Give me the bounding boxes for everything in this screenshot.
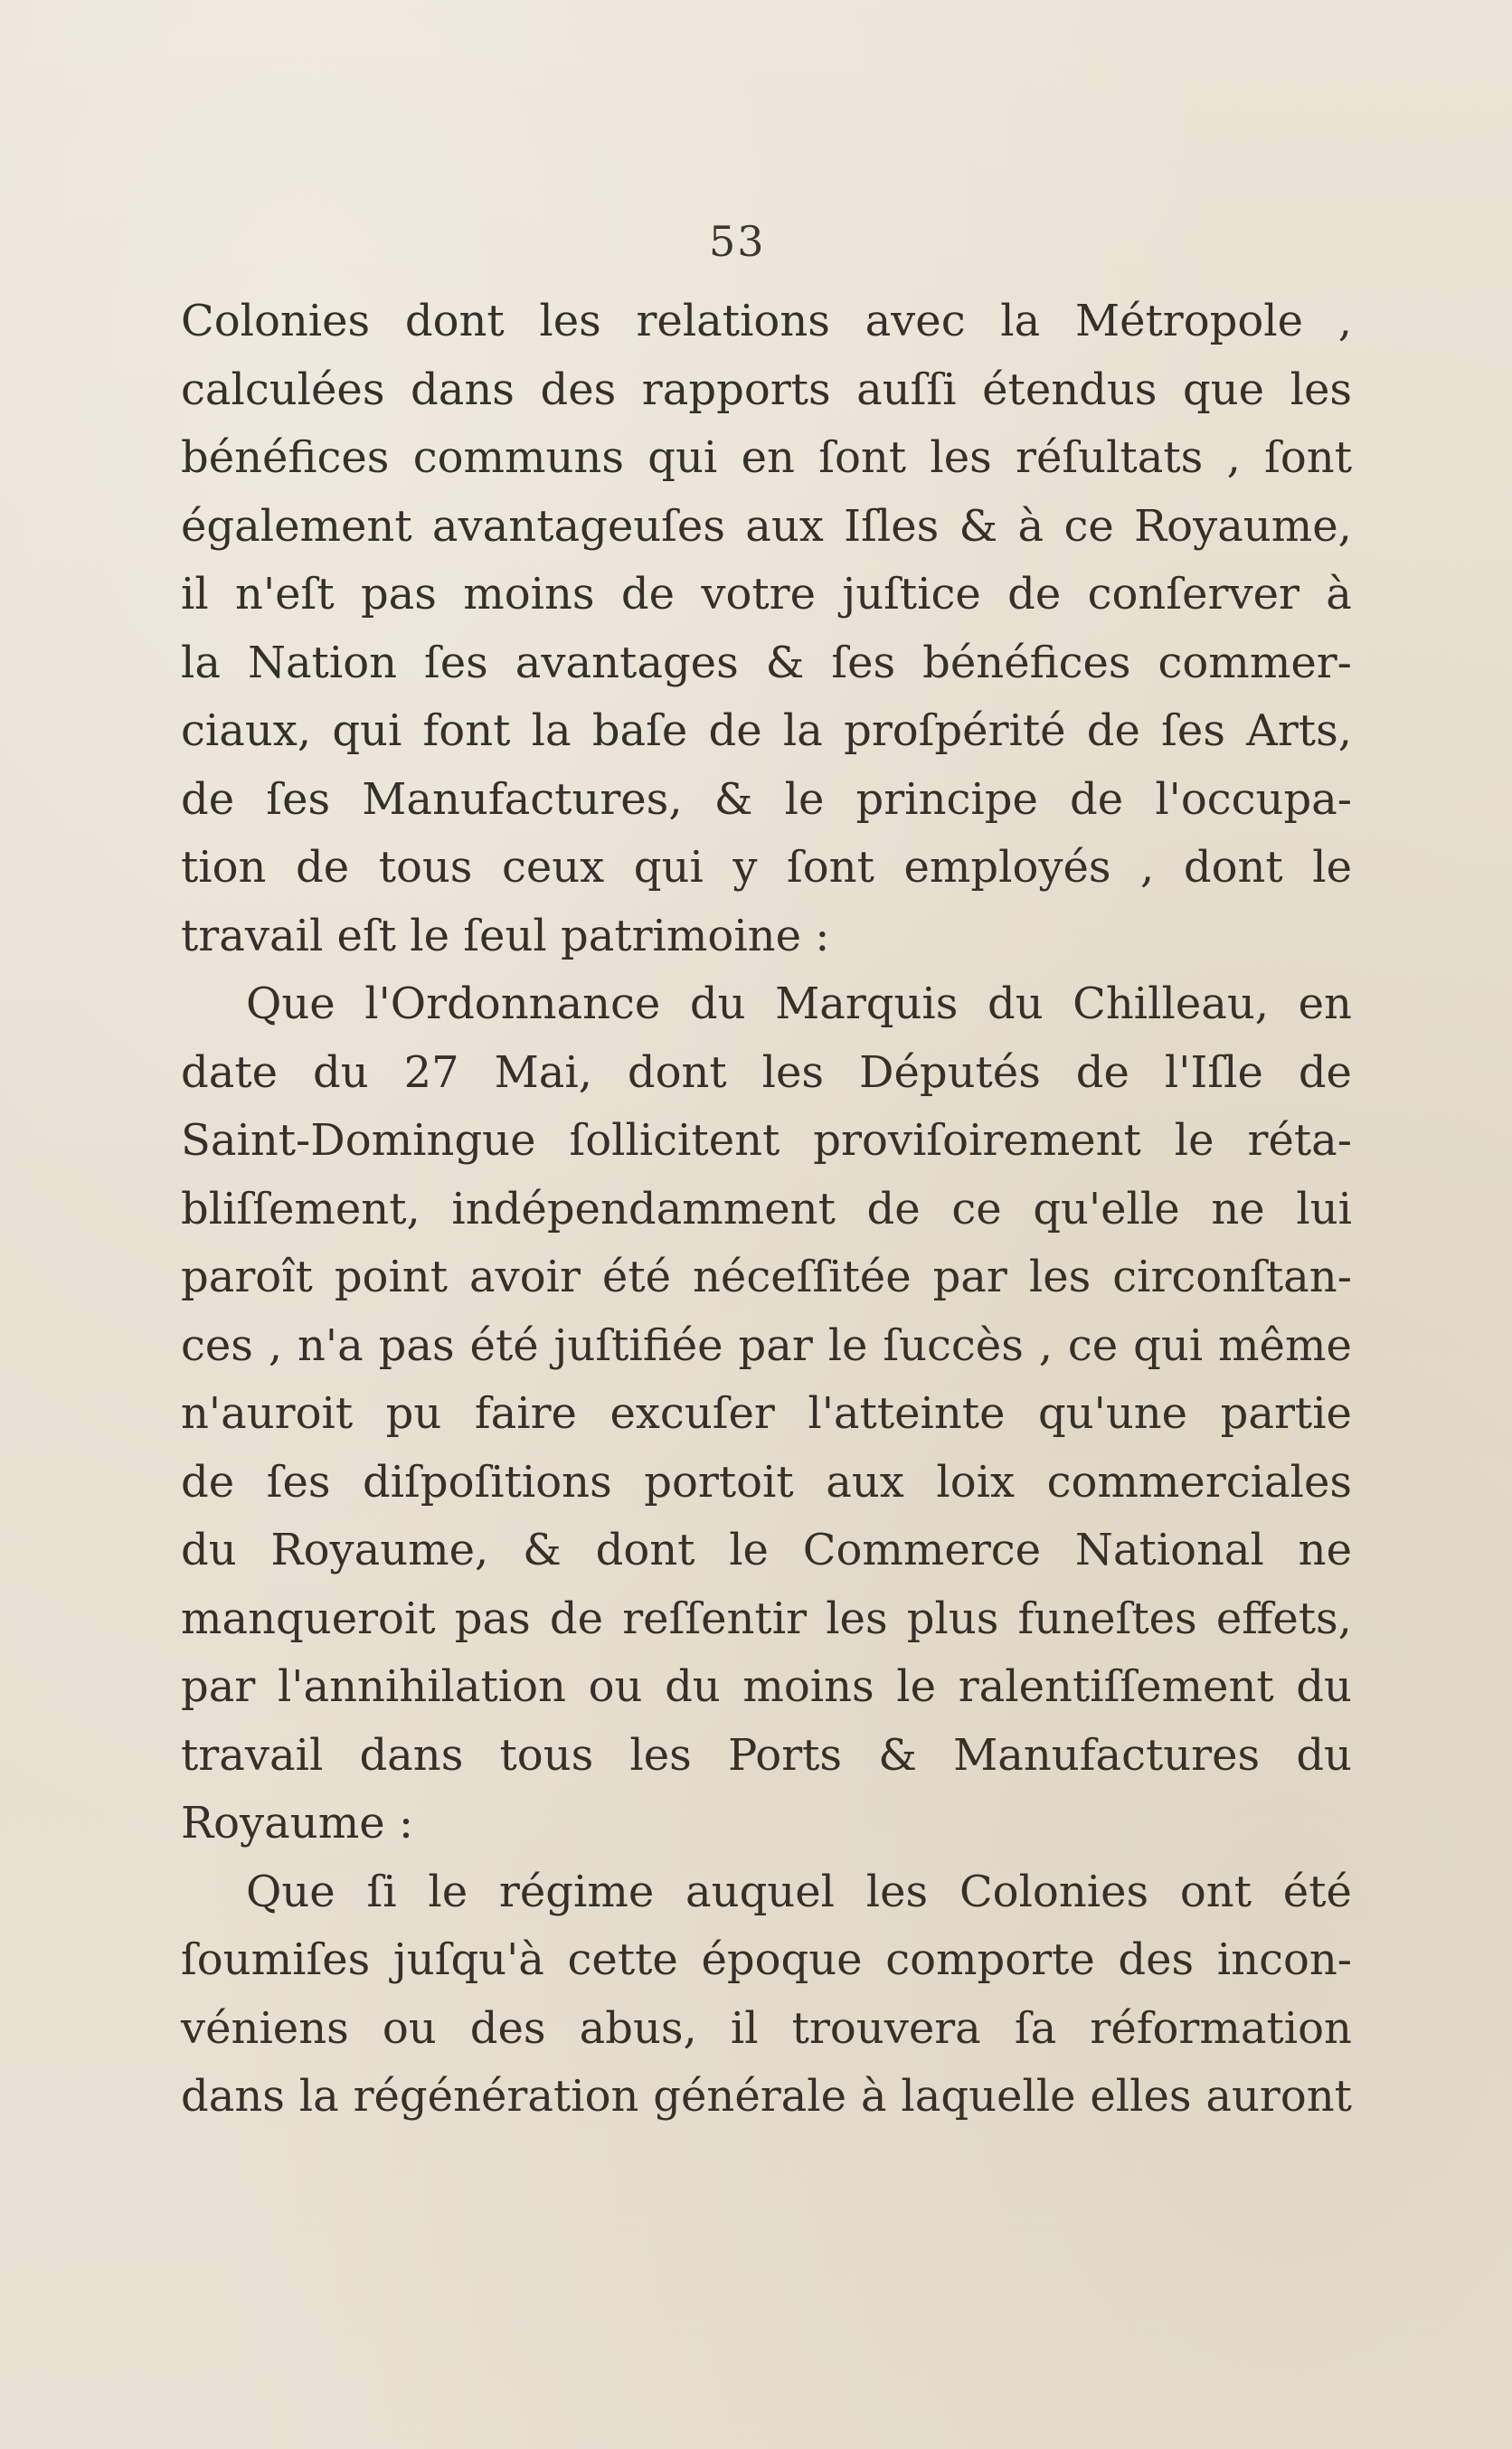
word: véniens [181, 2002, 349, 2054]
word: elles [1090, 2071, 1192, 2122]
word: de [1298, 1046, 1352, 1098]
word: de [708, 705, 762, 756]
word: ou [382, 2002, 437, 2054]
word: Manufactures, [362, 773, 683, 825]
word: dont [627, 1046, 727, 1098]
text-line [181, 1995, 1352, 2064]
word: le [428, 1866, 468, 1917]
word: , [1140, 842, 1155, 893]
word: faire [474, 1388, 577, 1439]
word: moins [463, 569, 595, 619]
word: le [896, 1661, 937, 1712]
word: y [732, 842, 758, 893]
word: reſſentir [622, 1593, 808, 1644]
word: néceſſitée [693, 1252, 912, 1302]
word: Que [246, 1866, 335, 1917]
text-line [181, 1517, 1352, 1585]
word: la [181, 637, 221, 688]
word: réſultats [1016, 432, 1204, 483]
word: qui [1133, 1319, 1204, 1371]
word: époque [701, 1934, 863, 1985]
word: été [601, 1252, 672, 1302]
word: du [312, 1046, 369, 1098]
word: point [334, 1252, 448, 1302]
word: proſpérité [844, 705, 1066, 756]
word: été [1282, 1866, 1352, 1917]
word: & [959, 500, 998, 552]
text-line [181, 1585, 1352, 1654]
word: pu [385, 1388, 442, 1439]
word: dans [181, 2071, 285, 2122]
word: par [181, 1661, 256, 1712]
word: ſa [1014, 2002, 1057, 2054]
word: avantages [515, 637, 739, 688]
word: des [469, 2002, 546, 2054]
text-line [181, 1926, 1352, 1995]
text-line [181, 1380, 1352, 1449]
word: la [1000, 296, 1041, 346]
word: n'eſt [235, 569, 335, 619]
word: indépendamment [451, 1183, 836, 1234]
word: qu'elle [1033, 1183, 1180, 1234]
word: bénéfices [922, 637, 1131, 688]
word: été [469, 1319, 539, 1371]
word: avec [865, 296, 966, 346]
word: lui [1296, 1183, 1352, 1234]
word: ne [1298, 1525, 1352, 1575]
word: Royaume, [1134, 500, 1352, 552]
word: de [1070, 773, 1124, 825]
word: en [741, 432, 795, 483]
word: avantageuſes [431, 500, 725, 552]
word: la [531, 705, 572, 756]
text-line [181, 1722, 1352, 1791]
page-number: 53 [709, 217, 766, 266]
word: Métropole [1074, 296, 1304, 346]
text-line [181, 424, 1352, 493]
word: les [1290, 364, 1352, 415]
word: font [422, 705, 511, 756]
word: baſe [591, 705, 688, 756]
word: de [866, 1183, 921, 1234]
word: il [730, 2002, 759, 2054]
word: les [539, 296, 601, 346]
word: date [181, 1046, 279, 1098]
word: paroît [181, 1252, 313, 1302]
word: dont [595, 1525, 695, 1575]
word: ce [951, 1183, 1002, 1234]
word: Commerce [802, 1525, 1042, 1575]
word: plus [906, 1593, 999, 1644]
word: bliſſement, [181, 1183, 421, 1234]
word: même [1218, 1319, 1352, 1371]
word: régénération [353, 2071, 639, 2122]
word: auſſi [856, 364, 957, 415]
word: abus, [579, 2002, 697, 2054]
word: auront [1205, 2071, 1352, 2122]
word: le [1312, 842, 1352, 893]
text-line [181, 2063, 1352, 2132]
word: Colonies [959, 1866, 1149, 1917]
word: tous [378, 842, 473, 893]
word: Ports [727, 1729, 843, 1781]
word: commer- [1158, 637, 1352, 688]
word: réformation [1090, 2002, 1352, 2054]
word: calculées [181, 364, 385, 415]
word: 27 [403, 1046, 459, 1098]
word: du [689, 979, 746, 1029]
text-line [181, 1858, 1352, 1927]
word: tous [499, 1729, 594, 1781]
word: ſes [1161, 705, 1225, 756]
text-line [181, 1107, 1352, 1176]
word: ont [1179, 1866, 1252, 1917]
word: les [761, 1046, 825, 1098]
word: la [298, 2071, 339, 2122]
word: ou [588, 1661, 643, 1712]
word: à [1326, 569, 1352, 619]
word: Colonies [181, 296, 371, 346]
word: dans [359, 1729, 464, 1781]
word: cette [567, 1934, 678, 1985]
word: laquelle [901, 2071, 1076, 2122]
word: ſi [366, 1866, 397, 1917]
word: excuſer [610, 1388, 775, 1439]
word: du [1296, 1729, 1352, 1781]
word: National [1074, 1525, 1264, 1575]
word: régime [498, 1866, 655, 1917]
word: avoir [468, 1252, 581, 1302]
text-line [181, 1312, 1352, 1381]
word: ces [181, 1319, 253, 1371]
word: principe [855, 773, 1038, 825]
word: , [1226, 432, 1241, 483]
word: du [181, 1525, 237, 1575]
word: Saint-Domingue [181, 1115, 536, 1166]
word: comporte [885, 1934, 1095, 1985]
word: des [540, 364, 617, 415]
word: Arts, [1246, 705, 1352, 756]
word: Royaume, [270, 1525, 489, 1575]
word: aux [826, 1456, 904, 1508]
word: incon- [1216, 1934, 1352, 1985]
word: de [1075, 1046, 1129, 1098]
word: proviſoirement [813, 1115, 1141, 1166]
word: Que [246, 979, 335, 1029]
word: ſuccès [883, 1319, 1024, 1371]
word: les [930, 432, 992, 483]
word: de [181, 773, 235, 825]
word: ſont [818, 432, 907, 483]
text-line [181, 1449, 1352, 1518]
text-line [181, 1039, 1352, 1108]
word: bénéfices [181, 432, 390, 483]
body-text [181, 288, 1352, 2132]
word: le [827, 1319, 868, 1371]
word: à [860, 2071, 887, 2122]
word: les [826, 1593, 888, 1644]
word: & [765, 637, 805, 688]
word: votre [701, 569, 817, 619]
word: ſes [266, 1456, 331, 1508]
word: de [1086, 705, 1140, 756]
word: par [932, 1252, 1007, 1302]
word: les [865, 1866, 929, 1917]
text-line: travail eſt le ſeul patrimoine : [181, 910, 830, 961]
word: ſollicitent [569, 1115, 780, 1166]
word: effets, [1215, 1593, 1352, 1644]
text-line [181, 356, 1352, 425]
text-line [181, 970, 1352, 1039]
word: circonſtan- [1112, 1252, 1352, 1302]
word: ſoumiſes [181, 1934, 371, 1985]
word: relations [636, 296, 830, 346]
word: ciaux, [181, 705, 312, 756]
word: dans [411, 364, 515, 415]
word: portoit [644, 1456, 794, 1508]
word: tion [181, 842, 267, 893]
text-line [181, 834, 1352, 903]
word: , [1337, 296, 1352, 346]
word: ſes [423, 637, 488, 688]
word: ſont [787, 842, 874, 893]
word: funeſtes [1017, 1593, 1197, 1644]
word: Manufactures [953, 1729, 1261, 1781]
word: des [1118, 1934, 1195, 1985]
word: du [1296, 1661, 1352, 1712]
word: qui [332, 705, 402, 756]
text-line [181, 1243, 1352, 1312]
word: l'occupa- [1155, 773, 1352, 825]
word: commerciales [1046, 1456, 1352, 1508]
word: l'Ordonnance [364, 979, 661, 1029]
word: de [296, 842, 350, 893]
word: loix [936, 1456, 1016, 1508]
word: également [181, 500, 412, 552]
word: n'a [298, 1319, 364, 1371]
text-line [181, 697, 1352, 766]
word: juſqu'à [392, 1934, 544, 1985]
word: ce [1067, 1319, 1119, 1371]
word: les [629, 1729, 692, 1781]
word: l'atteinte [808, 1388, 1006, 1439]
word: le [784, 773, 825, 825]
text-line [181, 561, 1352, 629]
word: ſes [266, 773, 331, 825]
word: qu'une [1038, 1388, 1188, 1439]
word: la [782, 705, 823, 756]
word: moins [742, 1661, 874, 1712]
word: le [729, 1525, 769, 1575]
word: que [1182, 364, 1265, 415]
word: dont [1183, 842, 1283, 893]
word: ſont [1264, 432, 1352, 483]
word: juſtifiée [553, 1319, 723, 1371]
word: Marquis [775, 979, 959, 1029]
word: du [665, 1661, 721, 1712]
word: manqueroit [181, 1593, 436, 1644]
word: ſes [831, 637, 896, 688]
word: de [1007, 569, 1062, 619]
word: employés [903, 842, 1111, 893]
word: il [181, 569, 209, 619]
word: en [1298, 979, 1352, 1029]
word: pas [378, 1319, 455, 1371]
text-line [181, 766, 1352, 835]
word: ceux [501, 842, 605, 893]
word: communs [412, 432, 624, 483]
word: réta- [1247, 1115, 1352, 1166]
word: partie [1220, 1388, 1352, 1439]
word: juſtice [842, 569, 981, 619]
word: de [549, 1593, 604, 1644]
word: du [987, 979, 1044, 1029]
word: Iſles [844, 500, 940, 552]
word: Nation [247, 637, 398, 688]
word: diſpoſitions [363, 1456, 612, 1508]
word: auquel [685, 1866, 835, 1917]
word: Chilleau, [1073, 979, 1270, 1029]
word: ne [1211, 1183, 1265, 1234]
word: pas [454, 1593, 531, 1644]
word: aux [745, 500, 824, 552]
word: à [1017, 500, 1044, 552]
word: , [1038, 1319, 1054, 1371]
word: dont [404, 296, 505, 346]
word: & [523, 1525, 562, 1575]
word: conſerver [1087, 569, 1299, 619]
word: générale [653, 2071, 847, 2122]
word: les [1028, 1252, 1091, 1302]
text-line [181, 629, 1352, 698]
word: par [738, 1319, 813, 1371]
word: rapports [641, 364, 831, 415]
word: & [878, 1729, 917, 1781]
word: trouvera [791, 2002, 981, 2054]
word: travail [181, 1729, 324, 1781]
word: & [713, 773, 753, 825]
word: , [268, 1319, 283, 1371]
word: qui [647, 432, 718, 483]
word: Mai, [494, 1046, 592, 1098]
word: de [181, 1456, 235, 1508]
text-line [181, 493, 1352, 562]
word: de [620, 569, 676, 619]
word: pas [360, 569, 437, 619]
text-line [181, 288, 1352, 356]
word: l'annihilation [277, 1661, 566, 1712]
word: l'Iſle [1164, 1046, 1263, 1098]
word: Députés [858, 1046, 1041, 1098]
text-line [181, 1176, 1352, 1244]
word: ce [1063, 500, 1114, 552]
text-line [181, 1653, 1352, 1722]
word: qui [633, 842, 704, 893]
text-line: Royaume : [181, 1798, 414, 1849]
word: n'auroit [181, 1388, 354, 1439]
word: étendus [982, 364, 1158, 415]
word: ralentiſſement [958, 1661, 1274, 1712]
word: le [1174, 1115, 1214, 1166]
